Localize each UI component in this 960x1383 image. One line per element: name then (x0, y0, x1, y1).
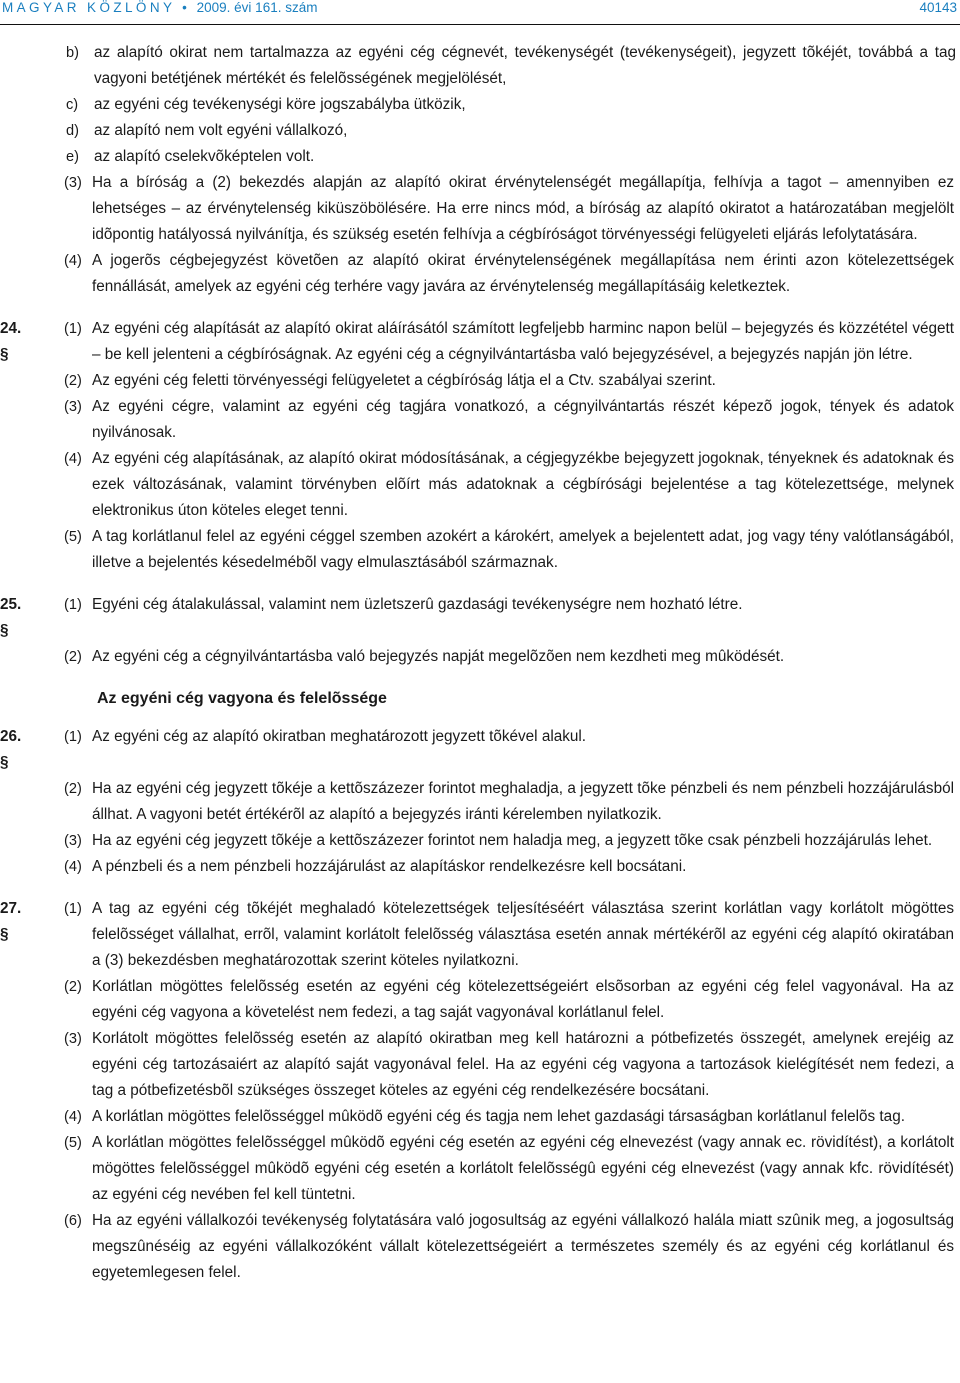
section-number (0, 854, 32, 880)
paragraph-text: A korlátlan mögöttes felelõsséggel mûködõ egyéni cég esetén az egyéni cég elnevezést (vagy annak ec. rövidítést), a korlátolt mögöttes felelõsséggel mûködõ egyéni cég esetén a korlátolt felelõsségû egyéni cég elnevezést (vagy annak kfc. rövidítését) az egyéni cég nevében fel kell tüntetni. (92, 1134, 954, 1203)
section-number (0, 248, 32, 300)
section-number (0, 524, 32, 576)
block-spacer (0, 880, 960, 896)
publication-title: MAGYAR KÖZLÖNY (2, 0, 176, 15)
paragraph (0, 1104, 960, 1130)
paragraph (0, 974, 960, 1026)
paragraph-text: Az egyéni cég feletti törvényességi felügyeletet a cégbíróság látja el a Ctv. szabályai szerint. (92, 372, 716, 389)
section-number: 27. § (0, 900, 22, 943)
paragraph (0, 248, 960, 300)
header-publication (2, 0, 317, 15)
paragraph-text: Egyéni cég átalakulással, valamint nem üzletszerû gazdasági tevékenységre nem hozható létre. (92, 596, 743, 613)
section-number: 25. § (0, 596, 22, 639)
section-number (0, 1104, 32, 1130)
section-number (0, 1208, 32, 1286)
paragraph-number: (4) (64, 859, 82, 875)
paragraph-text: az alapító nem volt egyéni vállalkozó, (94, 122, 348, 139)
paragraph-number: (4) (64, 1109, 82, 1125)
paragraph-number: (3) (64, 399, 82, 415)
paragraph-text: A pénzbeli és a nem pénzbeli hozzájárulást az alapításkor rendelkezésre kell bocsátani. (92, 858, 687, 875)
paragraph-number: (1) (64, 321, 82, 337)
section-number: 26. § (0, 728, 22, 771)
paragraph-number: (2) (64, 781, 82, 797)
block-spacer (0, 670, 960, 686)
paragraph (0, 368, 960, 394)
paragraph-text: Az egyéni cég alapítását az alapító okirat aláírásától számított legfeljebb harminc napon belül – bejegyzés és közzététel végett – be kell jelenteni a cégbíróságnak. Az egyéni cég a cégnyilvántartásba való bejegyzésével, a bejegyzés napján jön létre. (92, 320, 954, 363)
paragraph-number: (2) (64, 373, 82, 389)
paragraph-text: Korlátlan mögöttes felelõsség esetén az egyéni cég kötelezettségeiért elsõsorban az egyéni cég felel vagyonával. Ha az egyéni cég vagyona a követelést nem fedezi, a tag saját vagyonával korlátlanul felel. (92, 978, 954, 1021)
section-number: 24. § (0, 320, 22, 363)
section-number (0, 644, 32, 670)
paragraph (0, 854, 960, 880)
paragraph-number: (3) (64, 833, 82, 849)
paragraph-text: Korlátolt mögöttes felelõsség esetén az alapító okiratban meg kell határozni a pótbefizetés összegét, amelynek erejéig az egyéni cég tartozásaiért az alapító saját vagyonával felel. Ha az egyéni cég vagyona a tartozások kielégítését nem fedezi, a tag a pótbefizetésbõl szükséges összeget köteles az egyéni cég rendelkezésére bocsátani. (92, 1030, 954, 1099)
paragraph-text: A tag az egyéni cég tõkéjét meghaladó kötelezettségek teljesítéséért választása szerint korlátlan vagy korlátolt mögöttes felelõsséget vállalhat, errõl, valamint korlátolt felelõsség választása esetén annak mértékérõl az egyéni cég alapító okiratában a (3) bekezdésben meghatározottak szerint köteles nyilatkozni. (92, 900, 954, 969)
list-item (0, 40, 960, 92)
item-letter: d) (66, 123, 79, 139)
paragraph-number: (1) (64, 597, 82, 613)
paragraph-text: Az egyéni cég a cégnyilvántartásba való bejegyzés napját megelõzõen nem kezdheti meg mûködését. (92, 648, 785, 665)
paragraph (0, 1026, 960, 1104)
page-number: 40143 (919, 0, 957, 15)
paragraph-number: (4) (64, 451, 82, 467)
section-number (0, 1026, 32, 1104)
paragraph-text: az alapító cselekvõképtelen volt. (94, 148, 315, 165)
paragraph-text: Az egyéni cég alapításának, az alapító okirat módosításának, a cégjegyzékbe bejegyzett jogoknak, tényeknek és adatoknak és ezek változásának, valamint törvényben elõírt más adatoknak a cégbírósági bejelentése a tag kötelezettsége, melynek elektronikus úton köteles eleget tenni. (92, 450, 954, 519)
paragraph (0, 1130, 960, 1208)
paragraph-number: (4) (64, 253, 82, 269)
paragraph (0, 724, 960, 776)
paragraph-number: (6) (64, 1213, 82, 1229)
paragraph-number: (5) (64, 1135, 82, 1151)
section-number (0, 170, 32, 248)
issue-number: 2009. évi 161. szám (196, 0, 318, 15)
paragraph-text: Az egyéni cég az alapító okiratban meghatározott jegyzett tõkével alakul. (92, 728, 587, 745)
list-item (0, 118, 960, 144)
paragraph (0, 394, 960, 446)
block-spacer (0, 712, 960, 724)
paragraph (0, 1208, 960, 1286)
list-item (0, 92, 960, 118)
paragraph-number: (1) (64, 729, 82, 745)
paragraph-number: (3) (64, 175, 82, 191)
item-letter: e) (66, 149, 79, 165)
section-number (0, 368, 32, 394)
paragraph (0, 644, 960, 670)
section-heading: Az egyéni cég vagyona és felelõssége (97, 690, 387, 707)
paragraph-text: Ha az egyéni cég jegyzett tõkéje a kettõszázezer forintot meghaladja, a jegyzett tõke pénzbeli és nem pénzbeli hozzájárulásból állhat. A vagyoni betét értékérõl az alapító a bejegyzés iránti kérelemben nyilatkozik. (92, 780, 954, 823)
list-item (0, 144, 960, 170)
paragraph (0, 896, 960, 974)
paragraph-number: (5) (64, 529, 82, 545)
paragraph (0, 776, 960, 828)
item-letter: b) (66, 45, 79, 61)
paragraph (0, 828, 960, 854)
document-body (0, 40, 960, 1286)
paragraph (0, 446, 960, 524)
paragraph-text: A korlátlan mögöttes felelõsséggel mûködõ egyéni cég és tagja nem lehet gazdasági társaságban korlátlanul felelõs tag. (92, 1108, 905, 1125)
paragraph-text: Az egyéni cégre, valamint az egyéni cég tagjára vonatkozó, a cégnyilvántartás részét képezõ jogok, tények és adatok nyilvánosak. (92, 398, 954, 441)
page-header (0, 0, 960, 25)
paragraph-number: (2) (64, 649, 82, 665)
paragraph-text: Ha a bíróság a (2) bekezdés alapján az alapító okirat érvénytelenségét megállapítja, felhívja a tagot – amennyiben ez lehetséges – az érvénytelenség kiküszöbölésére. Ha erre nincs mód, a bíróság az alapító okiratot a határozatában megjelölt idõpontig hatályossá nyilvánítja, és szükség esetén felhívja a cégbíróságot törvényességi felügyeleti eljárás lefolytatására. (92, 174, 954, 243)
section-number (0, 394, 32, 446)
section-number (0, 974, 32, 1026)
paragraph-number: (1) (64, 901, 82, 917)
paragraph-text: Ha az egyéni vállalkozói tevékenység folytatására való jogosultság az egyéni vállalkozó halála miatt szûnik meg, a jogosultság megszûnéséig az egyéni vállalkozóként vállalt kötelezettségeiért a természetes személy és az egyéni cég korlátlanul és egyetemlegesen felel. (92, 1212, 954, 1281)
paragraph (0, 524, 960, 576)
item-letter: c) (66, 97, 79, 113)
paragraph-text: Ha az egyéni cég jegyzett tõkéje a kettõszázezer forintot nem haladja meg, a jegyzett tõke csak pénzbeli hozzájárulás lehet. (92, 832, 933, 849)
paragraph-text: A jogerõs cégbejegyzést követõen az alapító okirat érvénytelenségének megállapítása nem érinti azon kötelezettségek fennállását, amelyek az egyéni cég terhére vagy javára az érvénytelenség megállapításáig keletkeztek. (92, 252, 954, 295)
section-number (0, 828, 32, 854)
bullet-separator: • (182, 0, 187, 15)
paragraph-text: A tag korlátlanul felel az egyéni céggel szemben azokért a károkért, amelyek a bejelentett adat, jog vagy tény valótlanságából, illetve a bejelentés késedelmébõl vagy elmulasztásából származnak. (92, 528, 954, 571)
section-number (0, 776, 32, 828)
block-spacer (0, 300, 960, 316)
paragraph (0, 592, 960, 644)
paragraph (0, 170, 960, 248)
block-spacer (0, 576, 960, 592)
paragraph-number: (3) (64, 1031, 82, 1047)
paragraph-number: (2) (64, 979, 82, 995)
section-number (0, 1130, 32, 1208)
paragraph-text: az egyéni cég tevékenységi köre jogszabályba ütközik, (94, 96, 466, 113)
section-number (0, 446, 32, 524)
paragraph-text: az alapító okirat nem tartalmazza az egyéni cég cégnevét, tevékenységét (tevékenységeit), jegyzett tõkéjét, továbbá a tag vagyoni betétjének mértékét és felelõsségének megjelölését, (94, 44, 956, 87)
paragraph (0, 316, 960, 368)
